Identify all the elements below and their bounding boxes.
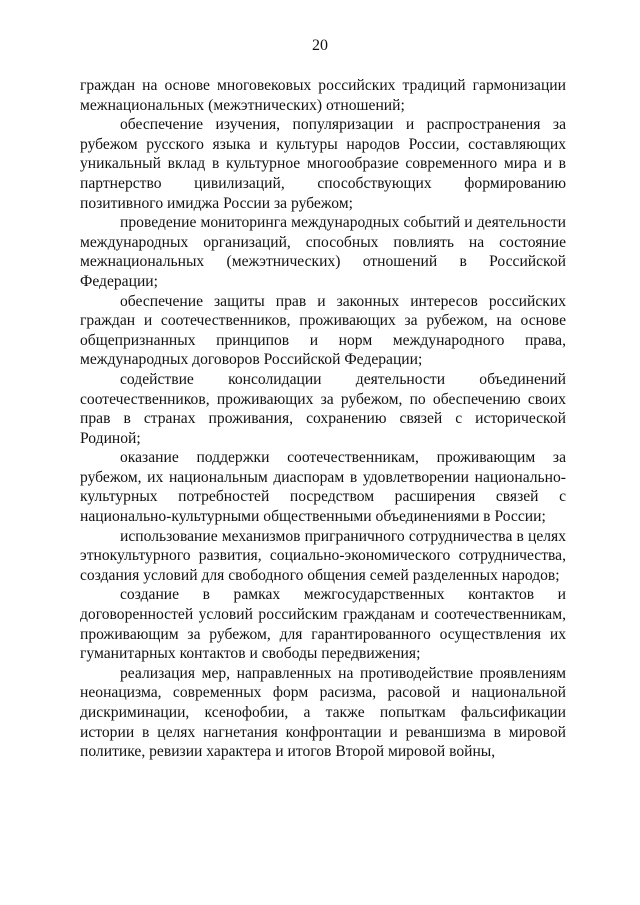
paragraph-6: оказание поддержки соотечественникам, проживающим за рубежом, их национальным диаспорам в удовлетворении национально-культурных потребностей посредством расширения связей с национально-культурными общественными объединениями в России; [80, 449, 566, 526]
paragraph-1: граждан на основе многовековых российских традиций гармонизации межнациональных (межэтнических) отношений; [80, 77, 566, 114]
document-body [80, 76, 566, 762]
paragraph-2: обеспечение изучения, популяризации и распространения за рубежом русского языка и культуры народов России, составляющих уникальный вклад в культурное многообразие современного мира и в партнерство цивилизаций, способствующих формированию позитивного имиджа России за рубежом; [80, 116, 566, 212]
paragraph-8: создание в рамках межгосударственных контактов и договоренностей условий российским гражданам и соотечественникам, проживающим за рубежом, для гарантированного осуществления их гуманитарных контактов и свободы передвижения; [80, 586, 566, 663]
paragraph-7: использование механизмов приграничного сотрудничества в целях этнокультурного развития, социально-экономического сотрудничества, создания условий для свободного общения семей разделенных народов; [80, 527, 566, 584]
page-number: 20 [312, 37, 328, 54]
paragraph-4: обеспечение защиты прав и законных интересов российских граждан и соотечественников, проживающих за рубежом, на основе общепризнанных принципов и норм международного права, международных договоров Российской Федерации; [80, 292, 566, 369]
paragraph-3: проведение мониторинга международных событий и деятельности международных организаций, способных повлиять на состояние межнациональных (межэтнических) отношений в Российской Федерации; [80, 214, 566, 290]
paragraph-9: реализация мер, направленных на противодействие проявлениям неонацизма, современных форм расизма, расовой и национальной дискриминации, ксенофобии, а также попыткам фальсификации истории в целях нагнетания конфронтации и реваншизма в мировой политике, ревизии характера и итогов Второй мировой войны, [80, 664, 566, 761]
paragraph-5: содействие консолидации деятельности объединений соотечественников, проживающих за рубежом, по обеспечению своих прав в странах проживания, сохранению связей с исторической Родиной; [80, 370, 566, 447]
